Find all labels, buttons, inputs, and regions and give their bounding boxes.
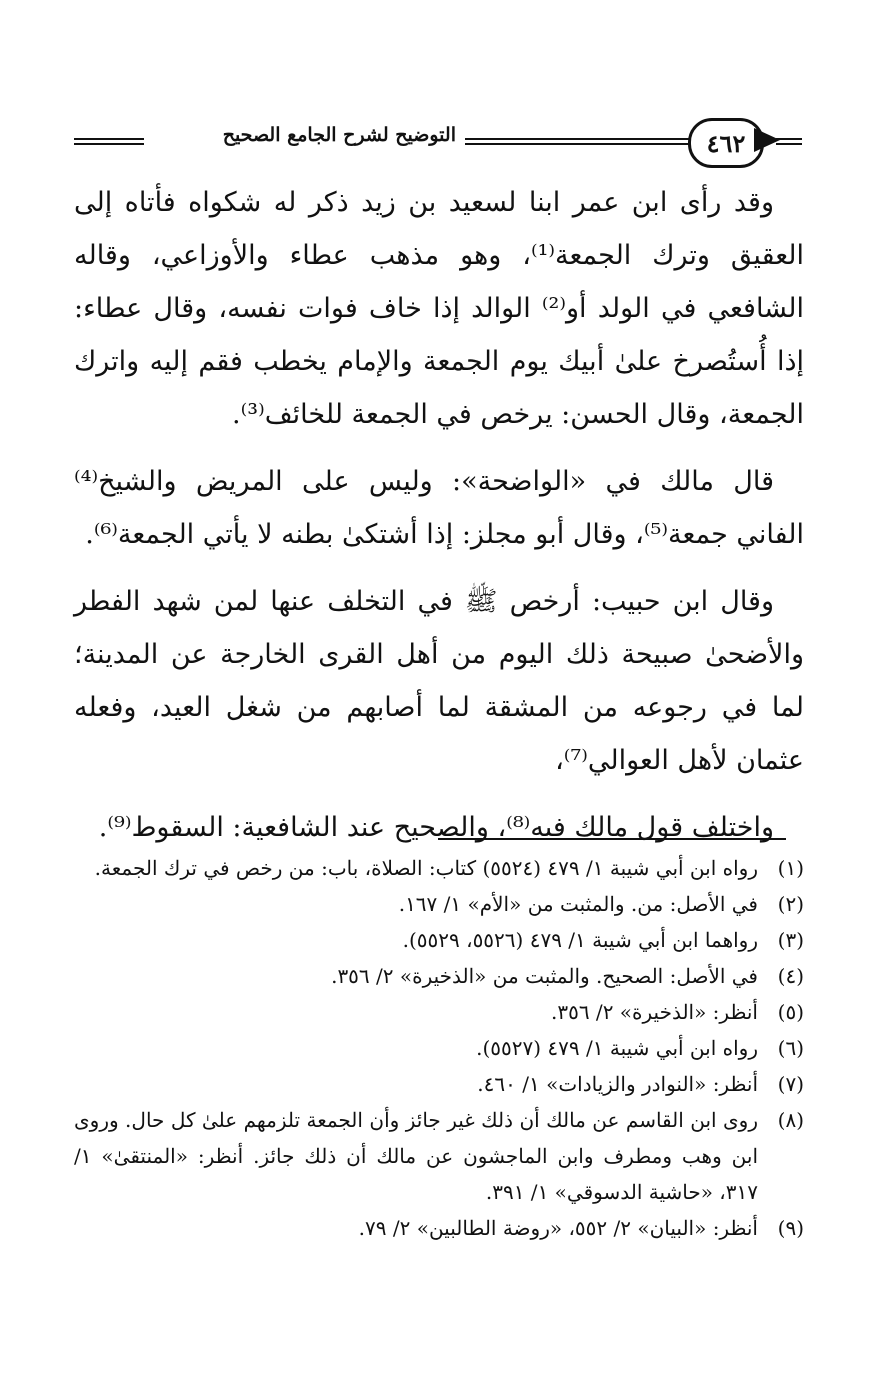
page-number: ٤٦٢ [688,118,764,168]
running-title: التوضيح لشرح الجامع الصحيح [222,124,456,146]
footnote-text: في الأصل: الصحيح. والمثبت من «الذخيرة» ٢/ ٣٥٦. [331,964,758,988]
footnote-item [74,1102,804,1210]
footnote-text: رواهما ابن أبي شيبة ١/ ٤٧٩ (٥٥٢٦، ٥٥٢٩). [402,928,758,952]
header-rule-left [74,138,144,145]
footnote-item [74,886,804,922]
footnote-number: (٢) [777,892,804,916]
footnote-number: (٨) [777,1108,804,1132]
footnote-number: (٤) [777,964,804,988]
footnotes [74,850,804,1246]
footnote-item [74,994,804,1030]
body-paragraph: وقد رأى ابن عمر ابنا لسعيد بن زيد ذكر له شكواه فأتاه إلى العقيق وترك الجمعة⁽¹⁾، وهو مذهب عطاء والأوزاعي، وقاله الشافعي في الولد أو⁽²⁾ الوالد إذا خاف فوات نفسه، وقال عطاء: إذا أُستُصرخ علىٰ أبيك يوم الجمعة والإمام يخطب فقم إليه واترك الجمعة، وقال الحسن: يرخص في الجمعة للخائف⁽³⁾. [74,187,804,430]
footnote-text: أنظر: «النوادر والزيادات» ١/ ٤٦٠. [477,1072,758,1096]
footnote-number: (٦) [777,1036,804,1060]
footnote-item [74,850,804,886]
header-rule-middle [465,138,690,145]
footnote-number: (٥) [777,1000,804,1024]
body-paragraph: واختلف قول مالك فيه⁽⁸⁾، والصحيح عند الشافعية: السقوط⁽⁹⁾. [98,812,774,843]
footnote-item [74,958,804,994]
footnote-item [74,1030,804,1066]
footnote-item [74,922,804,958]
footnote-text: أنظر: «الذخيرة» ٢/ ٣٥٦. [550,1000,758,1024]
footnote-text: رواه ابن أبي شيبة ١/ ٤٧٩ (٥٥٢٧). [476,1036,758,1060]
footnote-number: (١) [777,856,804,880]
footnote-separator [438,838,786,840]
footnote-number: (٣) [777,928,804,952]
header-rule-right [776,138,802,145]
footnote-item [74,1066,804,1102]
footnote-text: في الأصل: من. والمثبت من «الأم» ١/ ١٦٧. [398,892,758,916]
body-paragraph: وقال ابن حبيب: أرخص ﷺ في التخلف عنها لمن شهد الفطر والأضحىٰ صبيحة ذلك اليوم من أهل القرى الخارجة عن المدينة؛ لما في رجوعه من المشقة لما أصابهم من شغل العيد، وفعله عثمان لأهل العوالي⁽⁷⁾، [74,586,804,776]
footnote-text: روى ابن القاسم عن مالك أن ذلك غير جائز وأن الجمعة تلزمهم علىٰ كل حال. وروى ابن وهب ومطرف وابن الماجشون عن مالك أن ذلك جائز. أنظر: «المنتقىٰ» ١/ ٣١٧، «حاشية الدسوقي» ١/ ٣٩١. [74,1108,758,1204]
footnote-number: (٩) [777,1216,804,1240]
footnote-text: رواه ابن أبي شيبة ١/ ٤٧٩ (٥٥٢٤) كتاب: الصلاة، باب: من رخص في ترك الجمعة. [94,856,758,880]
footnote-number: (٧) [777,1072,804,1096]
main-text [74,176,804,868]
footnote-text: أنظر: «البيان» ٢/ ٥٥٢، «روضة الطالبين» ٢/ ٧٩. [358,1216,758,1240]
body-paragraph: قال مالك في «الواضحة»: وليس على المريض والشيخ⁽⁴⁾ الفاني جمعة⁽⁵⁾، وقال أبو مجلز: إذا أشتكىٰ بطنه لا يأتي الجمعة⁽⁶⁾. [74,466,804,550]
footnote-item [74,1210,804,1246]
page-header [70,118,802,166]
